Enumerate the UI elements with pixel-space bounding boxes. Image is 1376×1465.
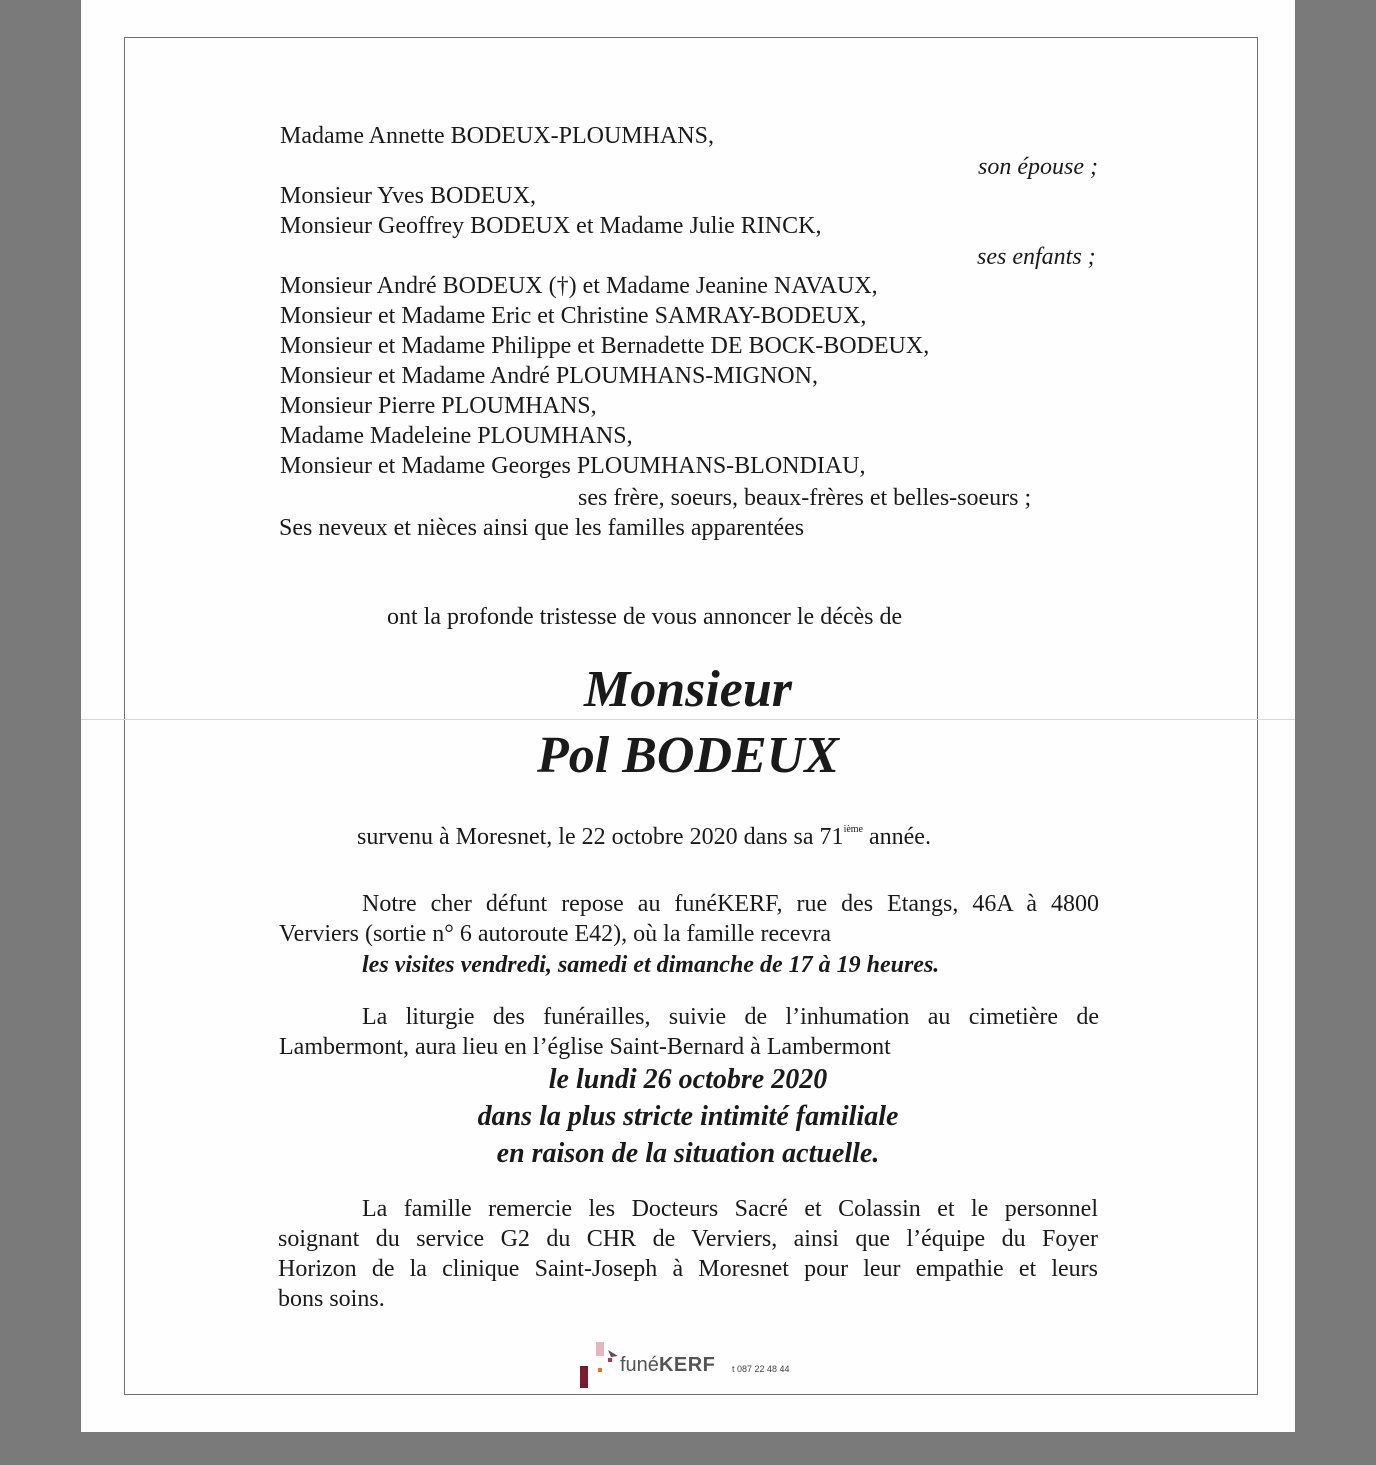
sibling-line-1: Monsieur André BODEUX (†) et Madame Jeanine NAVAUX, <box>280 273 878 299</box>
sibling-line-3: Monsieur et Madame Philippe et Bernadette DE BOCK-BODEUX, <box>280 333 930 359</box>
children-role: ses enfants ; <box>977 244 1096 270</box>
sibling-line-7: Monsieur et Madame Georges PLOUMHANS-BLONDIAU, <box>280 453 866 479</box>
sibling-line-4: Monsieur et Madame André PLOUMHANS-MIGNON, <box>280 363 818 389</box>
siblings-role: ses frère, soeurs, beaux-frères et belles-soeurs ; <box>578 485 1032 511</box>
funeral-note-1: dans la plus stricte intimité familiale <box>477 1101 899 1132</box>
fold-line <box>81 719 1295 720</box>
funekerf-logo-text <box>620 1354 715 1377</box>
visitation-line-2: Verviers (sortie n° 6 autoroute E42), où la famille recevra <box>279 921 832 947</box>
logo-prefix: funé <box>620 1354 659 1376</box>
spouse-name: Madame Annette BODEUX-PLOUMHANS, <box>280 123 714 149</box>
funekerf-phone: t 087 22 48 44 <box>732 1364 790 1374</box>
logo-brand: KERF <box>658 1354 716 1376</box>
thanks-line-2: soignant du service G2 du CHR de Verviers, ainsi que l’équipe du Foyer <box>278 1226 1098 1252</box>
thanks-line-1: La famille remercie les Docteurs Sacré et Colassin et le personnel <box>362 1196 1098 1222</box>
announcement-text: ont la profonde tristesse de vous annoncer le décès de <box>387 604 903 630</box>
thanks-line-3: Horizon de la clinique Saint-Joseph à Moresnet pour leur empathie et leurs <box>278 1256 1098 1282</box>
funekerf-logo-icon <box>578 1340 620 1390</box>
funeral-note-2: en raison de la situation actuelle. <box>496 1138 880 1169</box>
funeral-line-2: Lambermont, aura lieu en l’église Saint-Bernard à Lambermont <box>279 1034 891 1060</box>
child-line-2: Monsieur Geoffrey BODEUX et Madame Julie RINCK, <box>280 213 822 239</box>
deceased-title: Monsieur <box>583 661 793 718</box>
sibling-line-5: Monsieur Pierre PLOUMHANS, <box>280 393 597 419</box>
thanks-line-4: bons soins. <box>278 1286 385 1312</box>
death-info-end: année. <box>863 824 931 850</box>
visitation-hours: les visites vendredi, samedi et dimanche de 17 à 19 heures. <box>362 952 940 978</box>
funeral-date: le lundi 26 octobre 2020 <box>548 1064 828 1095</box>
spouse-role: son épouse ; <box>978 154 1098 180</box>
extended-family: Ses neveux et nièces ainsi que les familles apparentées <box>279 515 805 541</box>
death-info-main: survenu à Moresnet, le 22 octobre 2020 dans sa 71 <box>357 824 844 850</box>
child-line-1: Monsieur Yves BODEUX, <box>280 183 537 209</box>
sibling-line-2: Monsieur et Madame Eric et Christine SAMRAY-BODEUX, <box>280 303 867 329</box>
visitation-line-1: Notre cher défunt repose au funéKERF, rue des Etangs, 46A à 4800 <box>362 891 1099 917</box>
funekerf-logo <box>578 1340 808 1390</box>
death-info-superscript: ième <box>843 824 863 835</box>
sibling-line-6: Madame Madeleine PLOUMHANS, <box>280 423 633 449</box>
deceased-name: Pol BODEUX <box>537 727 839 784</box>
death-info <box>357 816 931 851</box>
funeral-line-1: La liturgie des funérailles, suivie de l’inhumation au cimetière de <box>362 1004 1099 1030</box>
